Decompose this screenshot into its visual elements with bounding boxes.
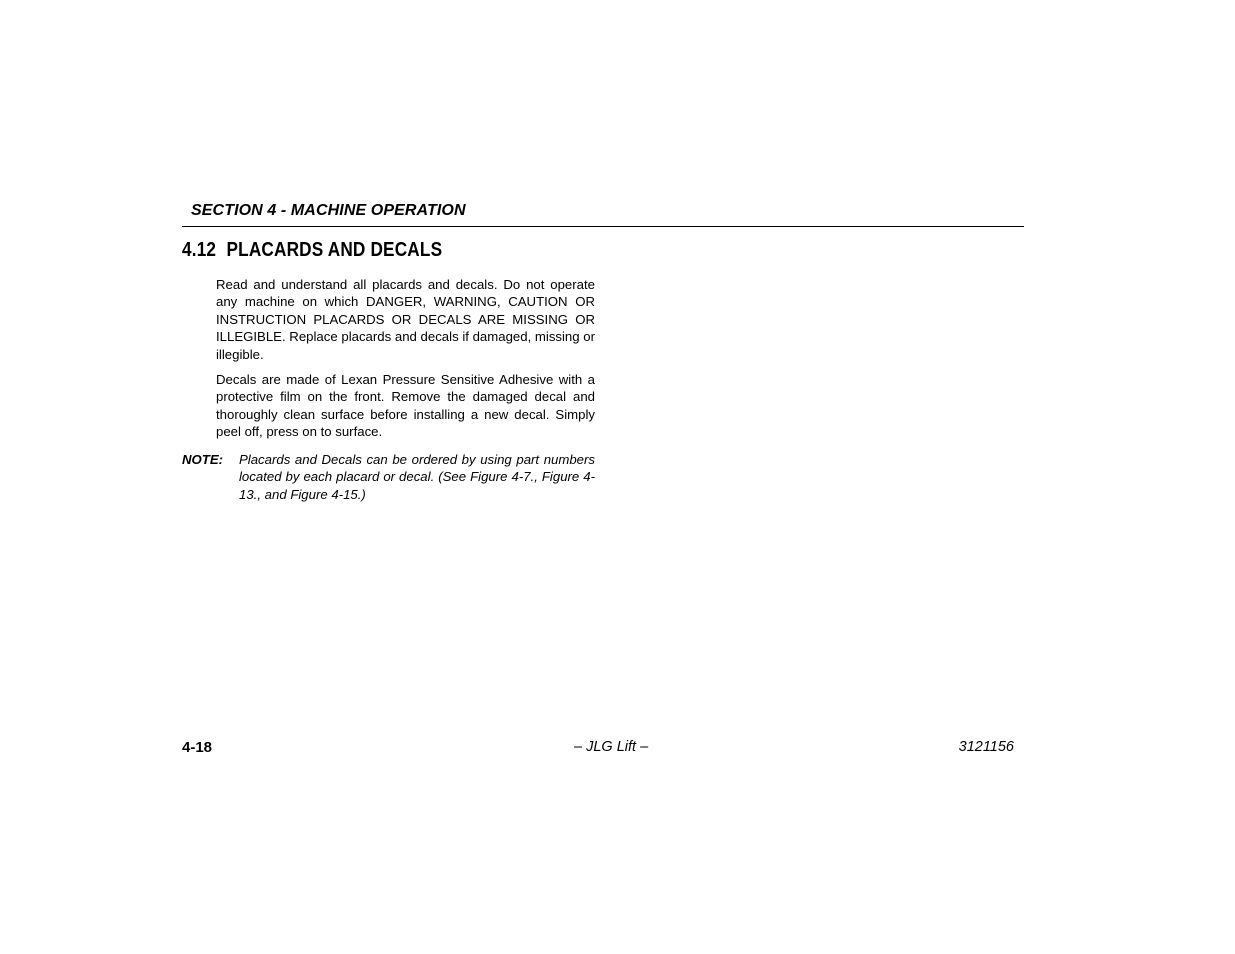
section-header: SECTION 4 - MACHINE OPERATION bbox=[191, 202, 466, 219]
footer-page-number: 4-18 bbox=[182, 739, 213, 756]
header-divider bbox=[182, 226, 1024, 227]
footer-publisher: – JLG Lift – bbox=[574, 739, 649, 755]
body-paragraph: Read and understand all placards and decals. Do not operate any machine on which DANGER, WARNING, CAUTION OR INSTRUCTION PLACARDS OR DECALS ARE MISSING OR ILLEGIBLE. Replace placards and decals if damaged, missing or illegible. bbox=[216, 277, 595, 362]
note-label: NOTE: bbox=[182, 452, 224, 467]
heading-number: 4.12 bbox=[182, 239, 217, 261]
section-heading bbox=[182, 239, 442, 262]
body-paragraph: Decals are made of Lexan Pressure Sensitive Adhesive with a protective film on the front. Remove the damaged decal and thoroughly clean surface before installing a new decal. Simply peel off, press on to surface. bbox=[216, 372, 595, 440]
heading-title: PLACARDS AND DECALS bbox=[226, 239, 443, 261]
footer-document-number: 3121156 bbox=[958, 739, 1014, 755]
note-text: Placards and Decals can be ordered by using part numbers located by each placard or decal. (See Figure 4-7., Figure 4-13., and Figure 4-15.) bbox=[239, 452, 595, 502]
note-block bbox=[182, 451, 595, 503]
